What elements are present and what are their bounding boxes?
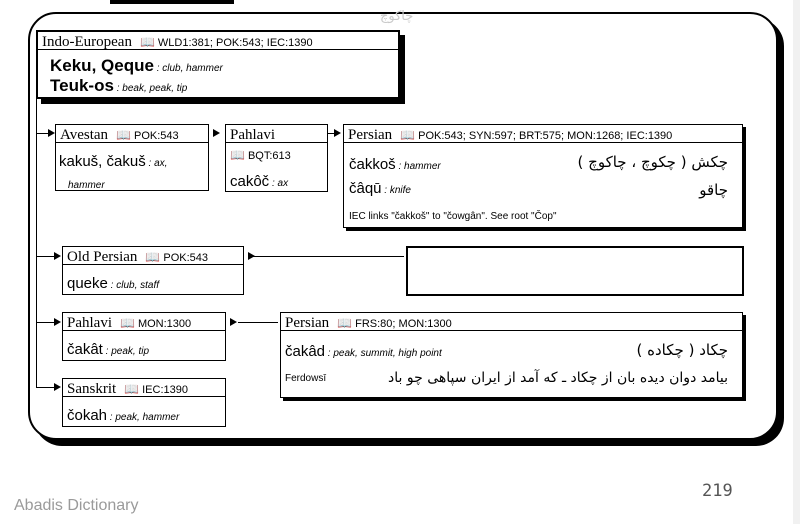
- book-icon: 📖: [145, 250, 161, 264]
- book-icon: 📖: [120, 316, 135, 330]
- top-edge-bar: [110, 0, 234, 4]
- arrow-icon: [48, 129, 55, 137]
- arrow-icon: [230, 318, 237, 326]
- branch-line: [36, 256, 54, 257]
- branch-line: [238, 322, 278, 323]
- book-icon: 📖: [116, 128, 131, 142]
- arrow-icon: [54, 383, 61, 391]
- pahlavi-refs-2: MON:1300: [137, 318, 192, 330]
- persian2-entry: čakâd : peak, summit, high point: [285, 343, 442, 360]
- arrow-icon: [248, 252, 255, 260]
- persian-entry-2: čâqū : knife: [349, 180, 411, 197]
- book-icon: 📖: [400, 128, 416, 142]
- arrow-icon: [54, 252, 61, 260]
- branch-line: [36, 322, 54, 323]
- pahlavi-header-2: [63, 313, 225, 331]
- avestan-header: [56, 125, 208, 143]
- persian-script-2: چاقو: [699, 181, 728, 199]
- scrollbar[interactable]: [793, 0, 800, 524]
- avestan-title: Avestan: [60, 127, 109, 143]
- book-icon: 📖: [337, 316, 353, 330]
- persian-refs-2: FRS:80; MON:1300: [355, 318, 452, 330]
- pahlavi-refs-1: 📖 BQT:613: [230, 148, 291, 162]
- oldpersian-header: [63, 247, 243, 265]
- oldpersian-title: Old Persian: [67, 249, 138, 265]
- verse: بیامد دوان دیده بان از چکاد ـ که آمد از ایران سپاهی چو باد: [388, 370, 728, 386]
- poet-name: Ferdowsī: [285, 373, 327, 384]
- book-icon: 📖: [230, 148, 245, 162]
- branch-line: [36, 133, 48, 134]
- pahlavi-title-1: Pahlavi: [230, 127, 275, 143]
- pahlavi-form-1: cakôč : ax: [230, 173, 289, 190]
- tree-trunk-line: [36, 98, 37, 388]
- persian-script-1: چکش ( چکوچ ، چاکوچ ): [577, 153, 728, 171]
- avestan-box: [55, 124, 209, 191]
- arrow-icon: [213, 129, 220, 137]
- root-box: [36, 30, 400, 99]
- persian2-script: چکاد ( چکاده ): [636, 341, 728, 359]
- persian-note: IEC links "čakkoš" to "čowgân". See root "Čop": [349, 211, 557, 222]
- persian-refs-1: POK:543; SYN:597; BRT:575; MON:1268; IEC:1390: [418, 130, 673, 142]
- persian-entry-1: čakkoš : hammer: [349, 156, 441, 173]
- arrow-icon: [54, 318, 61, 326]
- root-refs: WLD1:381; POK:543; IEC:1390: [157, 37, 313, 49]
- sanskrit-header: [63, 379, 225, 397]
- pahlavi-box-1: [225, 124, 328, 192]
- oldpersian-refs: POK:543: [163, 252, 209, 264]
- persian-header-2: [281, 313, 742, 331]
- book-icon: 📖: [139, 35, 155, 49]
- avestan-gloss-cont: hammer: [68, 180, 105, 191]
- persian-box-2: [280, 312, 743, 398]
- root-form-1: Keku, Qeque : club, hammer: [50, 56, 223, 75]
- arrow-icon: [334, 129, 341, 137]
- avestan-form: kakuš, čakuš : ax,: [59, 153, 168, 170]
- brand-footer: Abadis Dictionary: [14, 497, 139, 514]
- pahlavi-form-2: čakât : peak, tip: [67, 341, 150, 358]
- persian-title-2: Persian: [285, 315, 330, 331]
- branch-line: [36, 387, 54, 388]
- avestan-refs: POK:543: [134, 130, 179, 142]
- watermark: چاکوچ: [380, 9, 414, 24]
- root-header: [38, 32, 398, 50]
- pahlavi-title-2: Pahlavi: [67, 315, 112, 331]
- oldpersian-form: queke : club, staff: [67, 275, 160, 292]
- persian-box-1: [343, 124, 743, 228]
- root-form-2: Teuk-os : beak, peak, tip: [50, 76, 188, 95]
- persian-header-1: [344, 125, 742, 143]
- page-number: 219: [702, 481, 733, 501]
- sanskrit-refs: IEC:1390: [142, 384, 188, 396]
- pahlavi-box-2: [62, 312, 226, 361]
- branch-line: [252, 256, 404, 257]
- sanskrit-box: [62, 378, 226, 427]
- empty-box: [406, 246, 744, 296]
- sanskrit-title: Sanskrit: [67, 381, 117, 397]
- persian-title-1: Persian: [348, 127, 393, 143]
- oldpersian-box: [62, 246, 244, 295]
- book-icon: 📖: [124, 382, 140, 396]
- sanskrit-form: čokah : peak, hammer: [67, 407, 180, 424]
- pahlavi-header-1: [226, 125, 327, 143]
- root-title: Indo-European: [42, 34, 132, 50]
